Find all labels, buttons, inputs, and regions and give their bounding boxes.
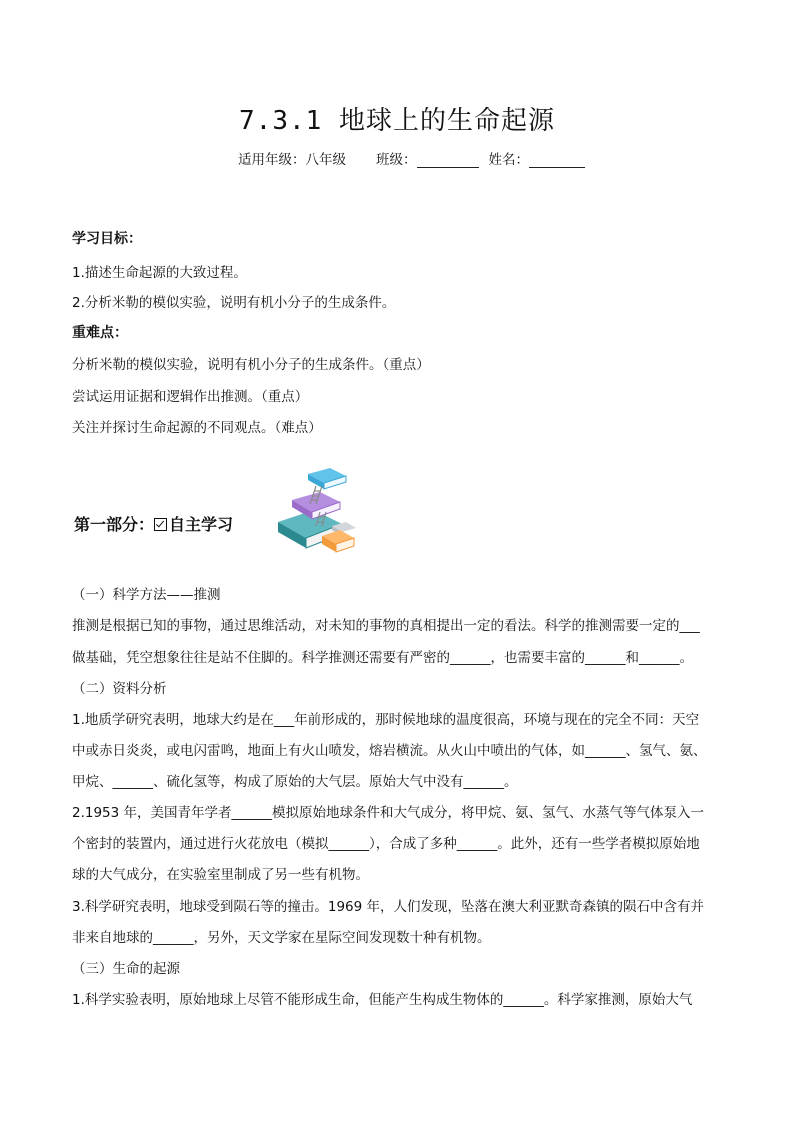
objectives-heading: 学习目标： [72, 231, 142, 247]
part-one-heading [74, 512, 233, 535]
objective-item: 2.分析米勒的模似实验，说明有机小分子的生成条件。 [72, 295, 396, 311]
body-line: 推测是根据已知的事物，通过思维活动，对未知的事物的真相提出一定的看法。科学的推测需要一定的___ [72, 618, 700, 634]
name-blank[interactable] [529, 153, 585, 168]
body-line: （二）资料分析 [72, 681, 167, 697]
key-point-item: 尝试运用证据和逻辑作出推测。（重点） [72, 389, 309, 405]
body-line: 1.地质学研究表明，地球大约是在___年前形成的，那时候地球的温度很高，环境与现在的完全不同：天空 [72, 712, 700, 728]
body-line: （三）生命的起源 [72, 961, 180, 977]
part-one-title: 自主学习 [169, 515, 234, 534]
page-title: 7.3.1 地球上的生命起源 [239, 106, 555, 136]
name-label: 姓名： [488, 152, 529, 168]
class-blank[interactable] [417, 153, 479, 168]
key-point-item: 关注并探讨生命起源的不同观点。（难点） [72, 420, 322, 436]
body-line: 3.科学研究表明，地球受到陨石等的撞击。1969 年，人们发现，坠落在澳大利亚默奇森镇的陨石中含有并 [72, 899, 705, 915]
header-info-line [238, 148, 585, 168]
body-line: 2.1953 年，美国青年学者______模拟原始地球条件和大气成分，将甲烷、氨、氢气、水蒸气等气体泵入一 [72, 805, 705, 821]
body-line: 非来自地球的______，另外，天文学家在星际空间发现数十种有机物。 [72, 930, 491, 946]
key-points-heading: 重难点： [72, 325, 128, 341]
checkbox-icon [154, 518, 167, 531]
body-line: （一）科学方法——推测 [72, 587, 221, 603]
body-line: 1.科学实验表明，原始地球上尽管不能形成生命，但能产生构成生物体的______。科学家推测，原始大气 [72, 992, 693, 1008]
body-line: 球的大气成分，在实验室里制成了另一些有机物。 [72, 867, 369, 883]
grade-label: 适用年级：八年级 [238, 152, 346, 168]
books-ladder-icon [270, 464, 362, 560]
body-line: 中或赤日炎炎，或电闪雷鸣，地面上有火山喷发，熔岩横流。从火山中喷出的气体，如______、氢气、氨、 [72, 743, 707, 759]
key-point-item: 分析米勒的模似实验，说明有机小分子的生成条件。（重点） [72, 357, 430, 373]
body-line: 甲烷、______、硫化氢等，构成了原始的大气层。原始大气中没有______。 [72, 774, 518, 790]
body-line: 个密封的装置内，通过进行火花放电（模拟______），合成了多种______。此外，还有一些学者模拟原始地 [72, 836, 700, 852]
body-line: 做基础，凭空想象往往是站不住脚的。科学推测还需要有严密的______，也需要丰富的______和______。 [72, 650, 693, 666]
objective-item: 1.描述生命起源的大致过程。 [72, 265, 247, 281]
class-label: 班级： [376, 152, 417, 168]
part-one-label: 第一部分： [74, 515, 155, 534]
